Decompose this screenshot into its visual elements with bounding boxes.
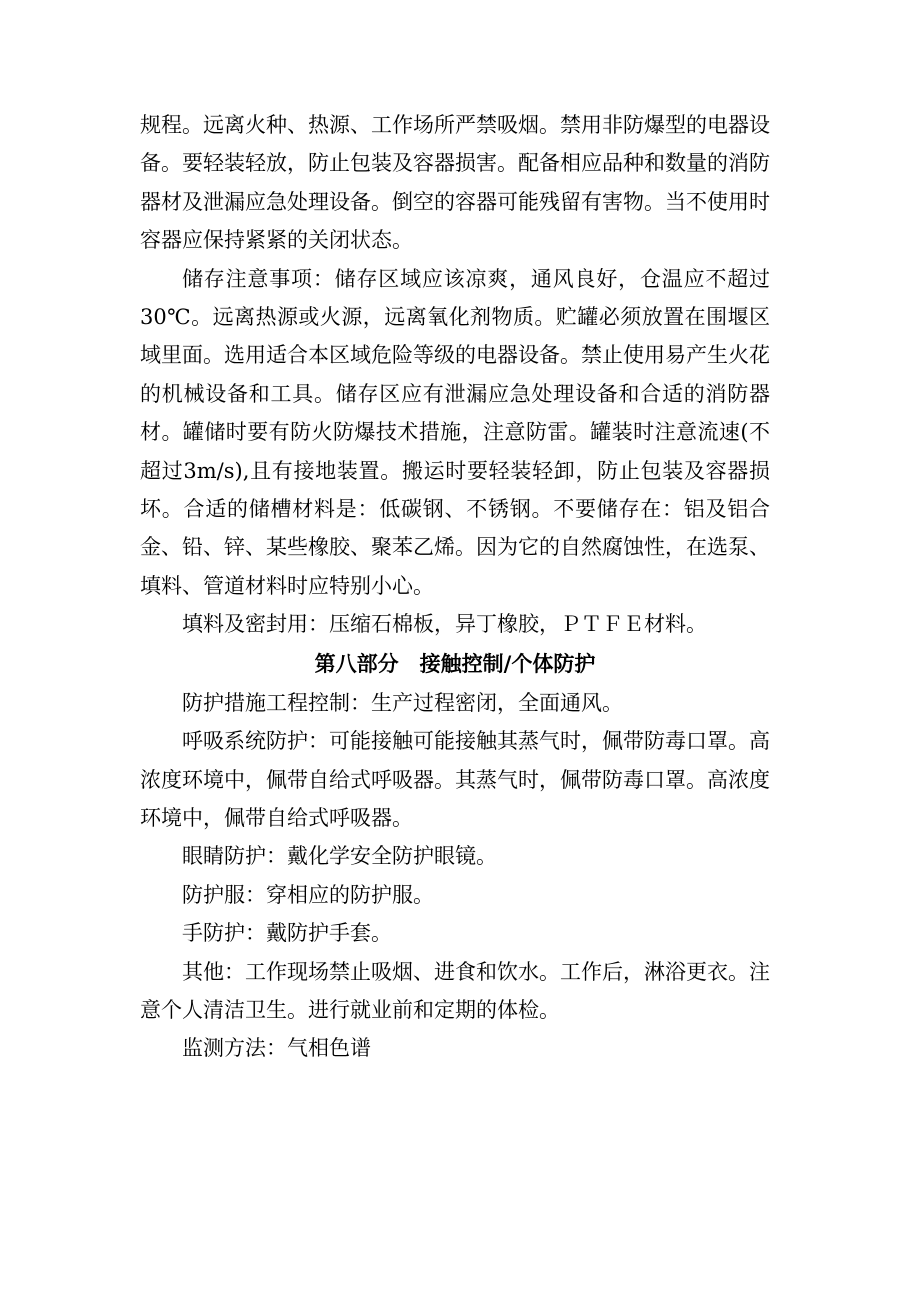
- paragraph-monitoring-method: 监测方法：气相色谱: [182, 1036, 371, 1061]
- paragraph-storage-handling-continued: 规程。远离火种、热源、工作场所严禁吸烟。禁用非防爆型的电器设备。要轻装轻放，防止包装及容器损害。配备相应品种和数量的消防器材及泄漏应急处理设备。倒空的容器可能残留有害物。当不使用时容器应保持紧紧的关闭状态。: [140, 113, 770, 253]
- paragraph-respiratory-protection: 呼吸系统防护：可能接触可能接触其蒸气时，佩带防毒口罩。高浓度环境中，佩带自给式呼吸器。其蒸气时，佩带防毒口罩。高浓度环境中，佩带自给式呼吸器。: [140, 729, 770, 830]
- paragraph-eye-protection: 眼睛防护：戴化学安全防护眼镜。: [182, 844, 497, 869]
- paragraph-protective-clothing: 防护服：穿相应的防护服。: [182, 882, 434, 907]
- section-heading-part-eight: 第八部分 接触控制/个体防护: [314, 651, 596, 676]
- paragraph-storage-precautions: 储存注意事项：储存区域应该凉爽，通风良好，仓温应不超过30℃。远离热源或火源，远离氧化剂物质。贮罐必须放置在围堰区域里面。选用适合本区域危险等级的电器设备。禁止使用易产生火花的机械设备和工具。储存区应有泄漏应急处理设备和合适的消防器材。罐储时要有防火防爆技术措施，注意防雷。罐装时注意流速(不超过3m/s),且有接地装置。搬运时要轻装轻卸，防止包装及容器损坏。合适的储槽材料是：低碳钢、不锈钢。不要储存在：铝及铝合金、铅、锌、某些橡胶、聚苯乙烯。因为它的自然腐蚀性，在选泵、填料、管道材料时应特别小心。: [140, 266, 770, 598]
- paragraph-hand-protection: 手防护：戴防护手套。: [182, 921, 392, 946]
- document-page: [140, 106, 770, 1068]
- paragraph-sealing-materials: 填料及密封用：压缩石棉板，异丁橡胶，ＰＴＦＥ材料。: [182, 612, 707, 637]
- paragraph-other-measures: 其他：工作现场禁止吸烟、进食和饮水。工作后，淋浴更衣。注意个人清洁卫生。进行就业前和定期的体检。: [140, 959, 770, 1022]
- paragraph-engineering-controls: 防护措施工程控制：生产过程密闭，全面通风。: [182, 690, 623, 715]
